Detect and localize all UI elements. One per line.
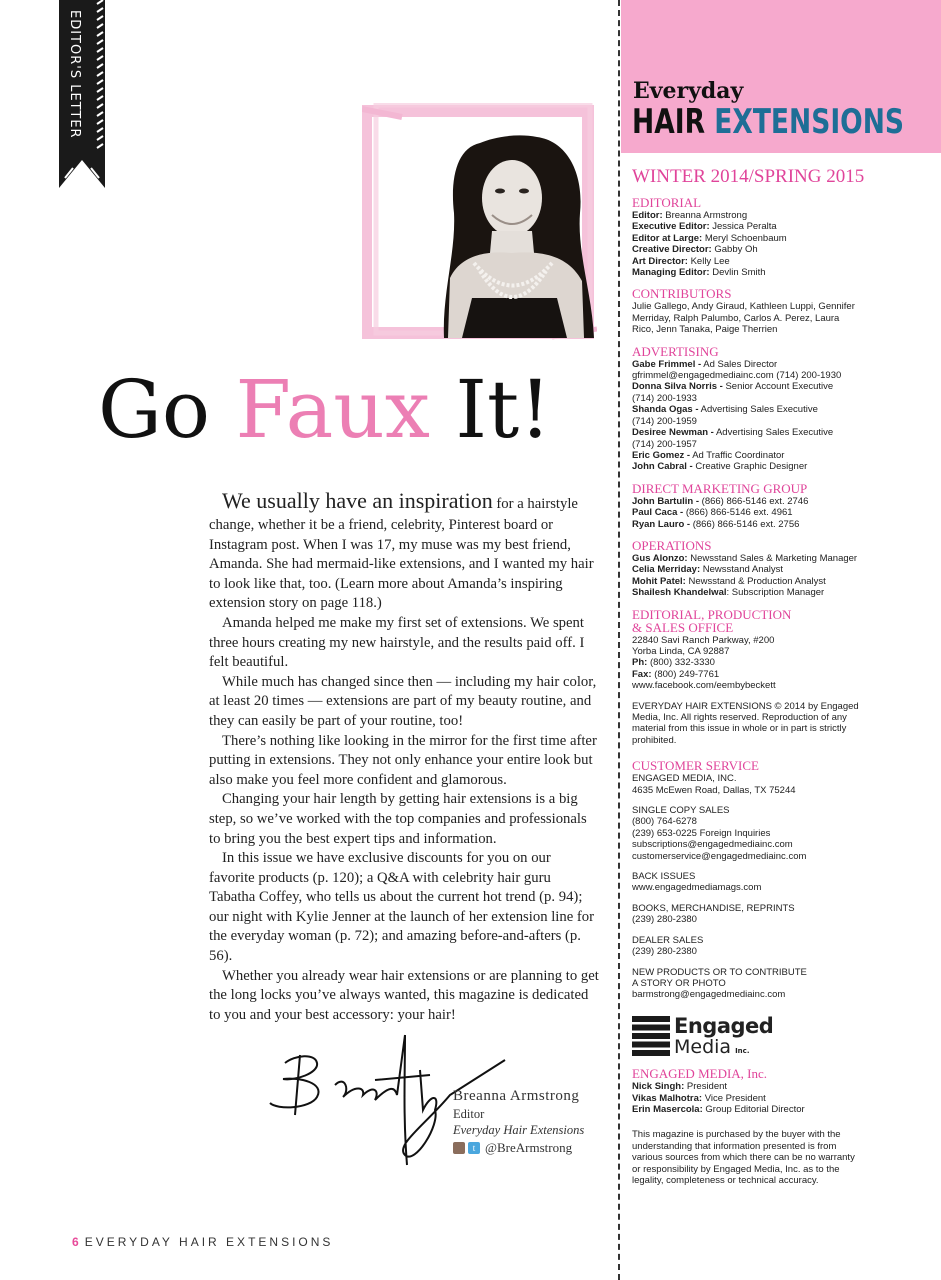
advertising-heading: ADVERTISING [632,343,719,359]
twitter-icon: t [468,1142,480,1154]
staff-line: Donna Silva Norris - Senior Account Executive [632,381,834,393]
staff-line: Celia Merriday: Newsstand Analyst [632,564,784,576]
staff-line: Editor: Breanna Armstrong [632,210,748,221]
disclaimer: This magazine is purchased by the buyer with the understanding that information presented is from various sources from which there can be no warranty or responsibility by Engaged Media, Inc. as to the legality, completeness or technical accuracy. [632,1129,855,1186]
staff-line: Shailesh Khandelwal: Subscription Manager [632,587,825,599]
headline-faux: Faux [235,363,430,456]
editorial-heading: EDITORIAL [632,195,702,210]
staff-line: Managing Editor: Devlin Smith [632,267,766,279]
staff-line: Art Director: Kelly Lee [632,255,730,267]
customer-service-heading: CUSTOMER SERVICE [632,758,759,774]
letter-paragraph: Whether you already wear hair extensions or are planning to get the long locks you’ve always wanted, this magazine is dedicated to you and your best accessory: your hair! [209,967,599,1023]
folio [72,1235,333,1249]
headline-it: It! [455,363,552,456]
staff-line: (714) 200-1959 [632,415,697,427]
staff-line: (714) 200-1957 [632,438,697,450]
issue-season: WINTER 2014/SPRING 2015 [632,166,865,187]
staff-line: gfrimmel@engagedmediainc.com (714) 200-1930 [632,370,842,382]
tab-label: EDITOR'S LETTER [67,10,82,139]
contributors-line: Julie Gallego, Andy Giraud, Kathleen Luppi, Gennifer [632,301,855,313]
staff-line: Mohit Patel: Newsstand & Production Analyst [632,575,826,587]
instagram-icon [453,1142,465,1154]
signature-title: Editor [453,1107,485,1121]
staff-line: Executive Editor: Jessica Peralta [632,221,777,233]
letter-paragraph: In this issue we have exclusive discounts for you on our favorite products (p. 120); a Q&A with celebrity hair guru Tabatha Coffey, who tells us about the current hot trend (p. 94); our night with Kylie Jenner at the launch of her extension line for the everyday woman (p. 72); and amazing before-and-afters (p. 56). [209,850,595,965]
engaged-media-logo-icon [632,1016,670,1056]
office-web: www.facebook.com/eembybeckett [632,680,776,692]
headline-go: Go [98,363,211,456]
staff-box [632,166,932,1186]
cs-block: SINGLE COPY SALES (800) 764-6278 (239) 653-0225 Foreign Inquiries subscriptions@engagedmediainc.com customerservice@engagedmediainc.com [632,805,807,862]
signature-name: Breanna Armstrong [453,1088,580,1104]
staff-line: Ryan Lauro - (866) 866-5146 ext. 2756 [632,518,800,530]
office-phone: Ph: (800) 332-3330 [632,657,715,669]
copyright-notice: EVERYDAY HAIR EXTENSIONS © 2014 by Engaged Media, Inc. All rights reserved. Reproduction of any material from this issue in whole or in part is strictly prohibited. [632,700,859,746]
social-handle: @BreArmstrong [485,1140,573,1155]
office-fax: Fax: (800) 249-7761 [632,668,720,680]
engaged-media-logo: Engaged Media Inc. [632,1015,932,1057]
staff-line: Eric Gomez - Ad Traffic Coordinator [632,449,785,461]
direct-marketing-heading: DIRECT MARKETING GROUP [632,480,808,496]
letter-paragraph: Amanda helped me make my first set of extensions. We spent three hours creating my new hairstyle, and the results paid off. I felt beautiful. [209,614,585,671]
office-address: Yorba Linda, CA 92887 [632,645,730,657]
staff-line: Gus Alonzo: Newsstand Sales & Marketing Manager [632,552,858,564]
contributors-heading: CONTRIBUTORS [632,286,732,302]
office-address: 22840 Savi Ranch Parkway, #200 [632,634,775,646]
signature-block [453,1086,584,1156]
editor-photo [362,103,597,343]
letter-paragraph: We usually have an inspiration for a hairstyle change, whether it be a friend, celebrity, Pinterest board or Instagram post. When I was 17, my muse was my best friend, Amanda. She had mermaid-like extensions, and I wanted my hair to look like that, too. (Learn more about Amanda’s inspiring extension story on page 118.) [209,488,594,612]
contributors-line: Rico, Jenn Tanaka, Paige Therrien [632,324,778,336]
company-heading: ENGAGED MEDIA, Inc. [632,1066,768,1082]
staff-line: Paul Caca - (866) 866-5146 ext. 4961 [632,507,793,519]
staff-line: Desiree Newman - Advertising Sales Executive [632,427,834,439]
masthead-everyday: Everyday [633,78,744,104]
staff-line: Nick Singh: President [632,1081,728,1093]
staff-line: Vikas Malhotra: Vice President [632,1092,766,1104]
cs-block: BACK ISSUES www.engagedmediamags.com [632,871,762,894]
column-divider [618,0,620,1280]
office-heading: EDITORIAL, PRODUCTION & SALES OFFICE [632,606,792,635]
signature-publication: Everyday Hair Extensions [453,1123,585,1137]
letter-body [209,486,599,1025]
cs-block: ENGAGED MEDIA, INC. 4635 McEwen Road, Dallas, TX 75244 [632,773,796,796]
letter-paragraph: Changing your hair length by getting hair extensions is a big step, so we’ve worked with the top companies and professionals to bring you the best expert tips and information. [209,791,587,847]
headline [98,360,598,460]
operations-heading: OPERATIONS [632,537,712,553]
contributors-line: Merriday, Ralph Palumbo, Carlos A. Perez, Laura [632,312,840,324]
staff-line: Creative Director: Gabby Oh [632,244,758,256]
staff-line: John Cabral - Creative Graphic Designer [632,461,808,473]
page-number: 6 [72,1235,79,1249]
cs-block: BOOKS, MERCHANDISE, REPRINTS (239) 280-2380 [632,902,795,926]
folio-title: EVERYDAY HAIR EXTENSIONS [84,1235,334,1249]
letter-paragraph: There’s nothing like looking in the mirror for the first time after putting in extensions. They not only enhance your entire look but also make you feel more confident and glamorous. [209,732,597,788]
staff-line: John Bartulin - (866) 866-5146 ext. 2746 [632,495,809,507]
staff-line: Gabe Frimmel - Ad Sales Director [632,358,778,370]
masthead-hair-extensions: HAIR EXTENSIONS [632,102,905,142]
staff-line: Shanda Ogas - Advertising Sales Executive [632,404,818,416]
letter-lead: We usually have an inspiration [222,488,493,513]
letter-paragraph: While much has changed since then — including my hair color, at least 20 times — extensions are part of my beauty routine, and they can easily be part of your routine, too! [209,673,597,729]
cs-block: DEALER SALES (239) 280-2380 [632,934,704,958]
staff-line: (714) 200-1933 [632,392,697,404]
social-row [453,1140,584,1156]
cs-block: NEW PRODUCTS OR TO CONTRIBUTE A STORY OR PHOTO barmstrong@engagedmediainc.com [632,966,807,1001]
staff-line: Editor at Large: Meryl Schoenbaum [632,232,787,244]
staff-line: Erin Masercola: Group Editorial Director [632,1103,805,1115]
